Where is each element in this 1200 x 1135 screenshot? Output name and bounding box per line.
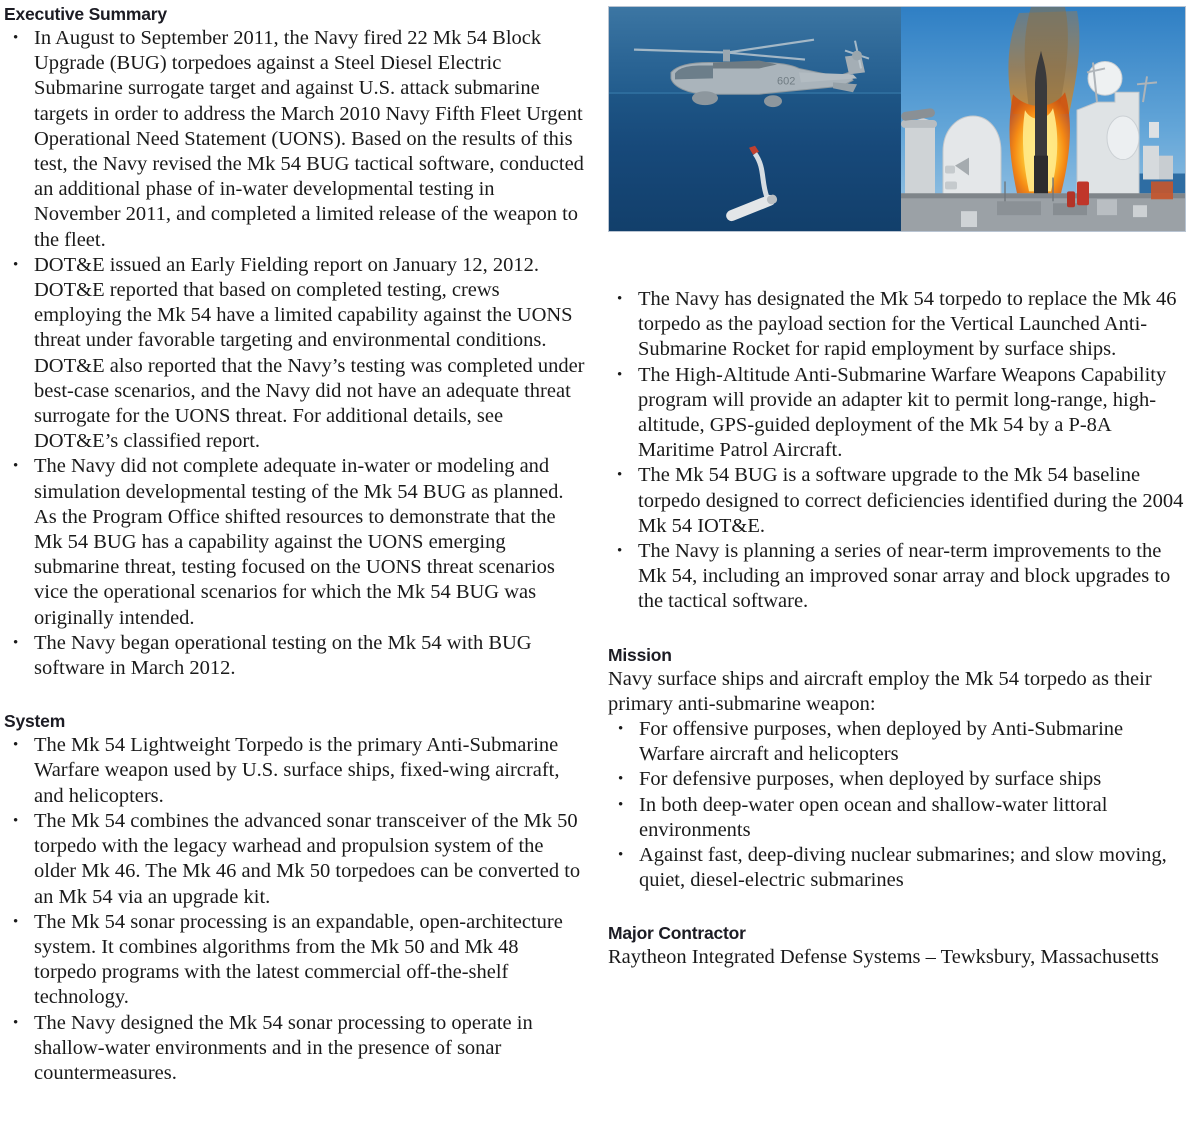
bullet-dot-icon: •: [13, 256, 19, 273]
section-spacer: [608, 615, 1188, 645]
bullet-dot-icon: •: [617, 366, 623, 383]
mission-bullet-list: [608, 717, 1188, 893]
bullet-text: The Navy began operational testing on the Mk 54 with BUG software in March 2012.: [34, 631, 532, 680]
bullet-text: In both deep-water open ocean and shallow-water littoral environments: [639, 793, 1108, 841]
list-item: [608, 287, 1188, 363]
bullet-text: The Mk 54 sonar processing is an expandable, open-architecture system. It combines algorithms from the Mk 50 and Mk 48 torpedo programs with the latest commercial off-the-shelf technology.: [34, 910, 563, 1009]
list-item: [4, 1011, 586, 1087]
heading-mission: Mission: [608, 644, 672, 665]
list-item: [608, 843, 1188, 893]
bullet-text: Against fast, deep-diving nuclear submarines; and slow moving, quiet, diesel-electric submarines: [639, 844, 1167, 892]
list-item: [608, 363, 1188, 464]
executive-summary-bullet-list: [4, 26, 586, 681]
bullet-dot-icon: •: [13, 458, 19, 475]
section-spacer: [4, 681, 586, 711]
heading-system: System: [4, 711, 66, 732]
bullet-dot-icon: •: [13, 737, 19, 754]
list-item: [608, 793, 1188, 843]
bullet-dot-icon: •: [618, 796, 624, 813]
bullet-text: For offensive purposes, when deployed by Anti-Submarine Warfare aircraft and helicopters: [639, 718, 1124, 766]
bullet-dot-icon: •: [13, 913, 19, 930]
system-bullet-list: [4, 733, 586, 1086]
svg-text:602: 602: [777, 75, 796, 88]
bullet-text: The Navy did not complete adequate in-water or modeling and simulation developmental testing of the Mk 54 BUG as planned. As the Program Office shifted resources to demonstrate that the Mk 54 BUG has a capability against the UONS emerging submarine threat, testing focused on the UONS threat scenarios vice the operational scenarios for which the Mk 54 BUG was originally intended.: [34, 455, 564, 629]
bullet-text: The Mk 54 BUG is a software upgrade to the Mk 54 baseline torpedo designed to correct deficiencies identified during the 2004 Mk 54 IOT&E.: [638, 464, 1184, 537]
bullet-dot-icon: •: [618, 721, 624, 738]
heading-executive-summary: Executive Summary: [4, 4, 167, 24]
list-item: [4, 253, 586, 455]
list-item: [4, 809, 586, 910]
bullet-dot-icon: •: [13, 30, 19, 46]
list-item: [4, 26, 586, 253]
section-spacer: [608, 893, 1188, 923]
bullet-dot-icon: •: [13, 1014, 19, 1031]
list-item: [608, 539, 1188, 615]
list-item: [4, 631, 586, 681]
bullet-text: In August to September 2011, the Navy fired 22 Mk 54 Block Upgrade (BUG) torpedoes against a Steel Diesel Electric Submarine surrogate target and against U.S. attack submarine targets in order to address the March 2010 Navy Fifth Fleet Urgent Operational Need Statement (UONS). Based on the results of this test, the Navy revised the Mk 54 BUG tactical software, conducted an additional phase of in-water developmental testing in November 2011, and completed a limited release of the weapon to the fleet.: [34, 27, 584, 251]
list-item: [608, 767, 1188, 792]
major-contractor-text: Raytheon Integrated Defense Systems – Tewksbury, Massachusetts: [608, 946, 1159, 969]
bullet-text: For defensive purposes, when deployed by surface ships: [639, 768, 1102, 791]
bullet-text: The Mk 54 combines the advanced sonar transceiver of the Mk 50 torpedo with the legacy warhead and propulsion system of the older Mk 46. The Mk 46 and Mk 50 torpedoes can be converted to an Mk 54 via an upgrade kit.: [34, 809, 581, 908]
list-item: [4, 454, 586, 630]
bullet-dot-icon: •: [618, 771, 624, 788]
photo-reserved-space: [608, 4, 1188, 287]
bullet-text: The Mk 54 Lightweight Torpedo is the primary Anti-Submarine Warfare weapon used by U.S. surface ships, fixed-wing aircraft, and helicopters.: [34, 734, 560, 807]
bullet-text: The High-Altitude Anti-Submarine Warfare Weapons Capability program will provide an adapter kit to permit long-range, high-altitude, GPS-guided deployment of the Mk 54 by a P-8A Maritime Patrol Aircraft.: [638, 363, 1167, 462]
list-item: [608, 463, 1188, 539]
system-continued-bullet-list: [608, 287, 1188, 615]
bullet-text: The Navy is planning a series of near-term improvements to the Mk 54, including an improved sonar array and block upgrades to the tactical software.: [638, 540, 1171, 613]
list-item: [4, 910, 586, 1011]
bullet-dot-icon: •: [618, 847, 624, 864]
bullet-text: The Navy has designated the Mk 54 torpedo to replace the Mk 46 torpedo as the payload section for the Vertical Launched Anti-Submarine Rocket for rapid employment by surface ships.: [638, 288, 1177, 361]
bullet-dot-icon: •: [617, 467, 623, 484]
bullet-dot-icon: •: [617, 291, 623, 307]
heading-major-contractor: Major Contractor: [608, 923, 746, 944]
list-item: [608, 717, 1188, 767]
left-column: [4, 4, 586, 1086]
mission-intro-paragraph: Navy surface ships and aircraft employ the Mk 54 torpedo as their primary anti-submarine weapon:: [608, 667, 1152, 715]
bullet-dot-icon: •: [13, 634, 19, 651]
bullet-dot-icon: •: [13, 812, 19, 829]
right-column: [608, 4, 1188, 971]
bullet-text: The Navy designed the Mk 54 sonar processing to operate in shallow-water environments and in the presence of sonar countermeasures.: [34, 1011, 533, 1084]
list-item: [4, 733, 586, 809]
bullet-dot-icon: •: [617, 543, 623, 560]
bullet-text: DOT&E issued an Early Fielding report on January 12, 2012. DOT&E reported that based on completed testing, crews employing the Mk 54 have a limited capability against the UONS threat under favorable targeting and environmental conditions. DOT&E also reported that the Navy’s testing was completed under best-case scenarios, and the Navy did not have an adequate threat surrogate for the UONS threat. For additional details, see DOT&E’s classified report.: [34, 253, 585, 453]
